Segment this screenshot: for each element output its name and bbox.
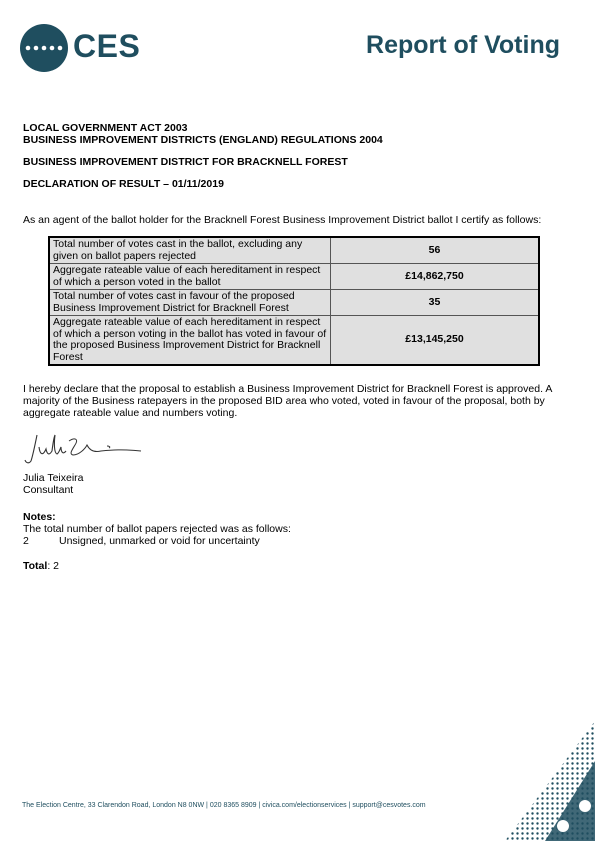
total-value: : 2 [47, 560, 59, 572]
act-line-1: LOCAL GOVERNMENT ACT 2003 [23, 122, 188, 134]
results-table [48, 236, 540, 366]
signatory-name: Julia Teixeira [23, 472, 84, 484]
total-line [23, 560, 573, 572]
table-row [49, 290, 539, 316]
corner-pattern-icon [505, 721, 595, 841]
intro-text: As an agent of the ballot holder for the Bracknell Forest Business Improvement District ballot I certify as follows: [23, 214, 542, 226]
notes-heading: Notes: [23, 511, 56, 523]
result-value: 35 [331, 290, 540, 316]
document-body [23, 122, 573, 572]
ces-logo [20, 24, 160, 74]
footer-contact: The Election Centre, 33 Clarendon Road, London N8 0NW | 020 8365 8909 | civica.com/electionservices | support@cesvotes.com [22, 802, 426, 809]
total-label: Total [23, 560, 48, 572]
signature-image [23, 429, 163, 467]
rejected-row [23, 535, 573, 547]
result-value: 56 [331, 237, 540, 264]
logo-text: CES [73, 28, 141, 64]
table-row [49, 237, 539, 264]
table-row [49, 316, 539, 366]
result-label: Total number of votes cast in the ballot, excluding any given on ballot papers rejected [49, 237, 331, 264]
result-label: Total number of votes cast in favour of the proposed Business Improvement District for Bracknell Forest [49, 290, 331, 316]
rejected-reason: Unsigned, unmarked or void for uncertainty [59, 535, 260, 547]
result-label: Aggregate rateable value of each hereditament in respect of which a person voted in the ballot [49, 264, 331, 290]
result-label: Aggregate rateable value of each hereditament in respect of which a person voting in the ballot has voted in favour of the proposed Business Improvement District for Bracknell Forest [49, 316, 331, 366]
declaration-heading: DECLARATION OF RESULT – 01/11/2019 [23, 178, 224, 190]
ces-logo-circle-icon [20, 24, 68, 72]
declaration-text: I hereby declare that the proposal to establish a Business Improvement District for Bracknell Forest is approved. A majority of the Business ratepayers in the proposed BID area who voted, voted in favour of the proposal, both by aggregate rateable value and numbers voting. [23, 383, 552, 419]
district-heading: BUSINESS IMPROVEMENT DISTRICT FOR BRACKNELL FOREST [23, 156, 348, 168]
dots-icon [24, 44, 64, 52]
act-line-2: BUSINESS IMPROVEMENT DISTRICTS (ENGLAND) REGULATIONS 2004 [23, 134, 383, 146]
notes-text: The total number of ballot papers rejected was as follows: [23, 523, 291, 535]
act-heading [23, 122, 573, 146]
report-title: Report of Voting [366, 31, 560, 59]
table-row [49, 264, 539, 290]
signatory-role: Consultant [23, 484, 74, 496]
result-value: £14,862,750 [331, 264, 540, 290]
rejected-count: 2 [23, 535, 29, 547]
result-value: £13,145,250 [331, 316, 540, 366]
